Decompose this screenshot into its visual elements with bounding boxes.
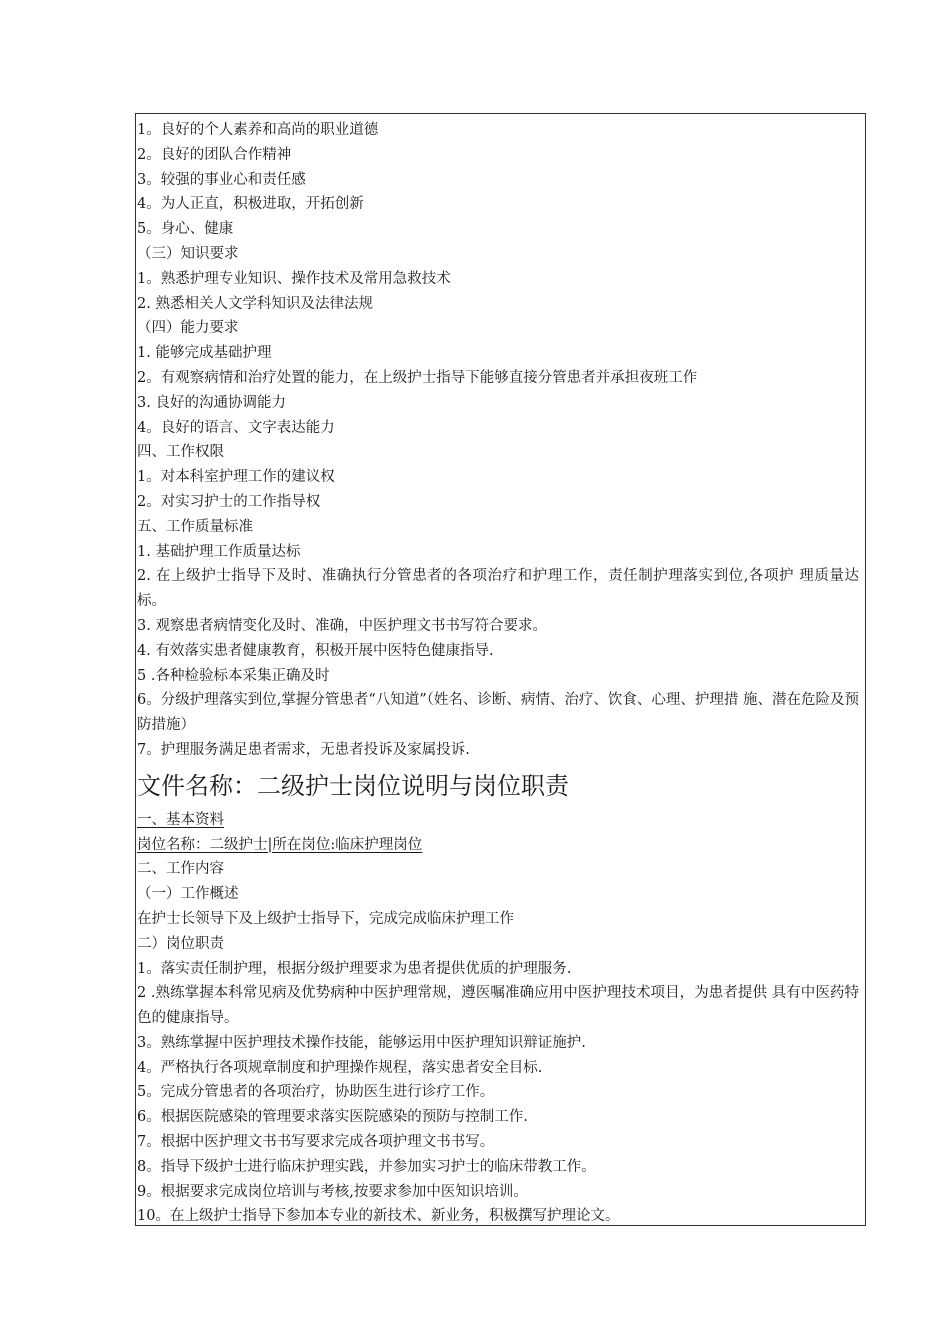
text-line: 7。根据中医护理文书书写要求完成各项护理文书书写。 bbox=[137, 1134, 495, 1151]
section-heading: 二）岗位职责 bbox=[137, 935, 224, 952]
text-line: 1。熟悉护理专业知识、操作技术及常用急救技术 bbox=[137, 270, 451, 287]
section-heading: （四）能力要求 bbox=[137, 320, 239, 337]
text-line: 1。对本科室护理工作的建议权 bbox=[137, 469, 335, 486]
text-paragraph: 2. 在上级护士指导下及时、准确执行分管患者的各项治疗和护理工作，责任制护理落实到位,各项护 理质量达标。 bbox=[137, 568, 859, 610]
text-paragraph: 2 .熟练掌握本科常见病及优势病种中医护理常规，遵医嘱准确应用中医护理技术项目，为患者提供 具有中医药特色的健康指导。 bbox=[137, 985, 859, 1027]
section-heading: 一、基本资料 bbox=[137, 811, 224, 828]
text-line: 4. 有效落实患者健康教育，积极开展中医特色健康指导. bbox=[137, 642, 494, 659]
text-line: 5。身心、健康 bbox=[137, 221, 234, 238]
post-info-line: 岗位名称：二级护士|所在岗位:临床护理岗位 bbox=[137, 836, 423, 853]
text-line: 10。在上级护士指导下参加本专业的新技术、新业务，积极撰写护理论文。 bbox=[137, 1208, 620, 1225]
section-heading: （三）知识要求 bbox=[137, 245, 239, 262]
text-line: 2。有观察病情和治疗处置的能力，在上级护士指导下能够直接分管患者并承担夜班工作 bbox=[137, 369, 698, 386]
section-heading: 二、工作内容 bbox=[137, 861, 224, 878]
text-line: 5。完成分管患者的各项治疗，协助医生进行诊疗工作。 bbox=[137, 1084, 495, 1101]
text-line: 2。良好的团队合作精神 bbox=[137, 146, 292, 163]
text-line: 3。较强的事业心和责任感 bbox=[137, 171, 306, 188]
text-line: 9。根据要求完成岗位培训与考核,按要求参加中医知识培训。 bbox=[137, 1183, 528, 1200]
text-line: 3. 良好的沟通协调能力 bbox=[137, 394, 286, 411]
text-line: 1. 基础护理工作质量达标 bbox=[137, 543, 301, 560]
text-line: 1。良好的个人素养和高尚的职业道德 bbox=[137, 122, 379, 138]
text-line: 1. 能够完成基础护理 bbox=[137, 345, 272, 362]
text-paragraph: 6。分级护理落实到位,掌握分管患者“八知道”（姓名、诊断、病情、治疗、饮食、心理、护理措 施、潜在危险及预防措施） bbox=[137, 692, 860, 734]
text-line: 7。护理服务满足患者需求，无患者投诉及家属投诉. bbox=[137, 741, 470, 758]
text-line: 2. 熟悉相关人文学科知识及法律法规 bbox=[137, 295, 373, 312]
text-line: 4。严格执行各项规章制度和护理操作规程，落实患者安全目标. bbox=[137, 1059, 543, 1076]
text-line: 3。熟练掌握中医护理技术操作技能，能够运用中医护理知识辩证施护. bbox=[137, 1034, 586, 1051]
text-line: 3. 观察患者病情变化及时、准确，中医护理文书书写符合要求。 bbox=[137, 617, 547, 634]
text-line: 在护士长领导下及上级护士指导下，完成完成临床护理工作 bbox=[137, 910, 514, 927]
document-title: 文件名称：二级护士岗位说明与岗位职责 bbox=[137, 771, 569, 800]
text-line: 1。落实责任制护理，根据分级护理要求为患者提供优质的护理服务. bbox=[137, 960, 572, 977]
text-line: 4。良好的语言、文字表达能力 bbox=[137, 419, 335, 436]
section-heading: 四、工作权限 bbox=[137, 444, 224, 461]
text-line: 6。根据医院感染的管理要求落实医院感染的预防与控制工作. bbox=[137, 1109, 528, 1126]
text-line: 2。对实习护士的工作指导权 bbox=[137, 493, 321, 510]
section-heading: 五、工作质量标准 bbox=[137, 518, 253, 535]
section-heading: （一）工作概述 bbox=[137, 886, 239, 903]
document-frame bbox=[135, 113, 866, 1226]
text-line: 8。指导下级护士进行临床护理实践，并参加实习护士的临床带教工作。 bbox=[137, 1158, 596, 1175]
document-body bbox=[137, 118, 859, 1229]
text-line: 5 .各种检验标本采集正确及时 bbox=[137, 667, 330, 684]
text-line: 4。为人正直，积极进取，开拓创新 bbox=[137, 196, 364, 213]
